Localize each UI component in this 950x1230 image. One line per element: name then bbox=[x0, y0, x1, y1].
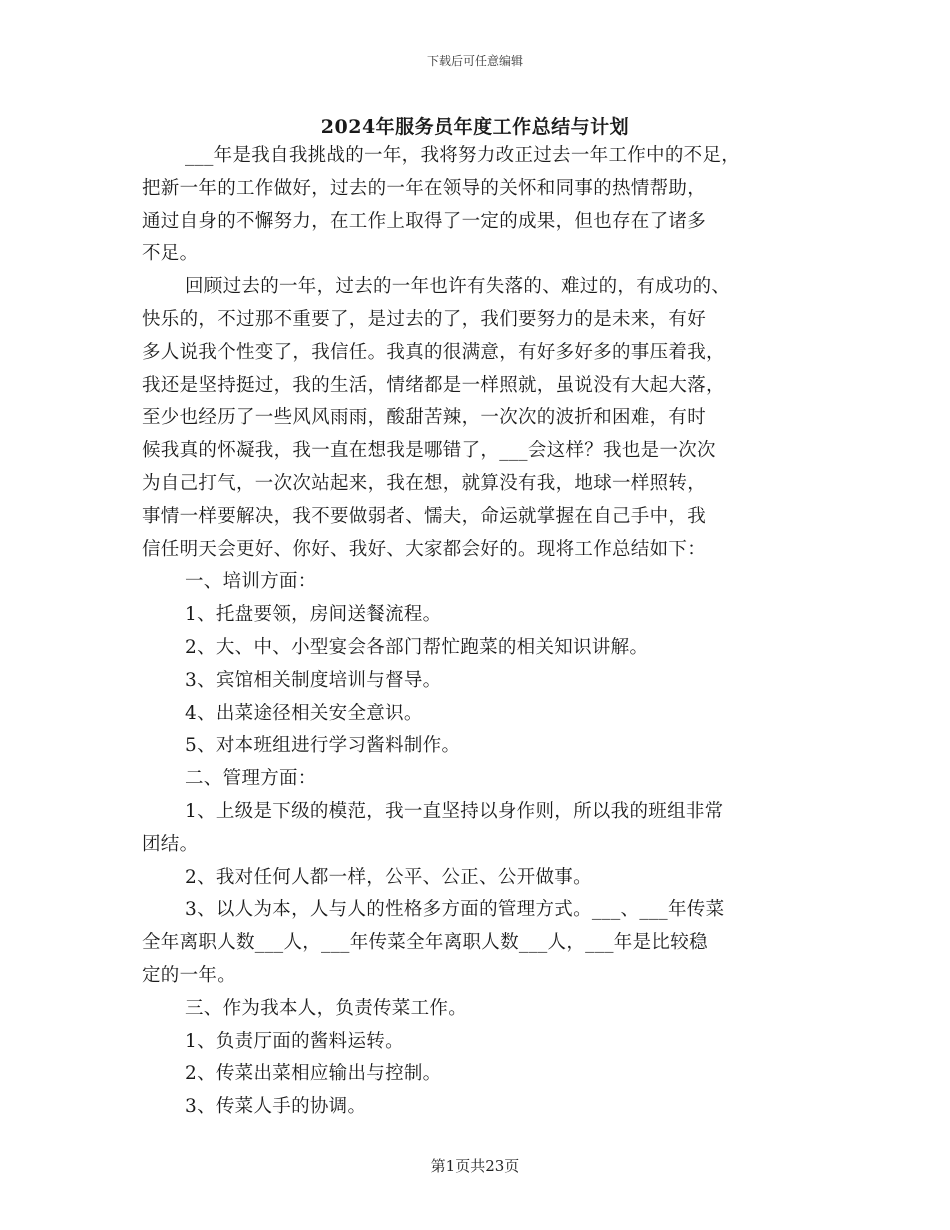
page-footer: 第1页共23页 bbox=[430, 1157, 520, 1175]
body-line: 信任明天会更好、你好、我好、大家都会好的。现将工作总结如下： bbox=[142, 538, 707, 560]
body-line: 1、上级是下级的模范，我一直坚持以身作则，所以我的班组非常 bbox=[185, 800, 724, 822]
body-line: 1、负责厅面的酱料运转。 bbox=[185, 1030, 404, 1052]
document-title: 2024年服务员年度工作总结与计划 bbox=[320, 116, 630, 138]
body-line: 全年离职人数___人，___年传菜全年离职人数___人，___年是比较稳 bbox=[142, 932, 708, 954]
body-line: 3、以人为本，人与人的性格多方面的管理方式。___、___年传菜 bbox=[185, 899, 725, 921]
body-line: 为自己打气，一次次站起来，我在想，就算没有我，地球一样照转， bbox=[142, 472, 707, 494]
body-line: 1、托盘要领，房间送餐流程。 bbox=[185, 604, 442, 626]
body-line: 不足。 bbox=[142, 243, 199, 265]
document-body bbox=[142, 140, 814, 1124]
body-line: 我还是坚持挺过，我的生活，情绪都是一样照就，虽说没有大起大落， bbox=[142, 374, 725, 396]
body-line: 5、对本班组进行学习酱料制作。 bbox=[185, 735, 461, 757]
body-line: 2、传菜出菜相应输出与控制。 bbox=[185, 1063, 442, 1085]
body-line: 快乐的，不过那不重要了，是过去的了，我们要努力的是未来，有好 bbox=[142, 308, 707, 330]
body-line: 团结。 bbox=[142, 833, 199, 855]
body-line: 4、出菜途径相关安全意识。 bbox=[185, 702, 423, 724]
body-line: 事情一样要解决，我不要做弱者、懦夫，命运就掌握在自己手中，我 bbox=[142, 505, 707, 527]
header-note: 下载后可任意编辑 bbox=[426, 54, 523, 68]
body-line: 候我真的怀凝我，我一直在想我是哪错了，___会这样？我也是一次次 bbox=[142, 440, 716, 462]
body-line: 3、传菜人手的协调。 bbox=[185, 1096, 367, 1118]
body-line: 回顾过去的一年，过去的一年也许有失落的、难过的，有成功的、 bbox=[185, 276, 731, 298]
body-line: 2、大、中、小型宴会各部门帮忙跑菜的相关知识讲解。 bbox=[185, 636, 649, 658]
body-line: 至少也经历了一些风风雨雨，酸甜苦辣，一次次的波折和困难，有时 bbox=[142, 407, 707, 429]
body-line: 三、作为我本人，负责传菜工作。 bbox=[185, 997, 468, 1019]
body-line: 3、宾馆相关制度培训与督导。 bbox=[185, 669, 442, 691]
body-line: 通过自身的不懈努力，在工作上取得了一定的成果，但也存在了诸多 bbox=[142, 210, 707, 232]
body-line: 2、我对任何人都一样，公平、公正、公开做事。 bbox=[185, 866, 592, 888]
body-line: ___年是我自我挑战的一年，我将努力改正过去一年工作中的不足， bbox=[185, 145, 741, 166]
body-line: 定的一年。 bbox=[142, 964, 237, 986]
body-line: 多人说我个性变了，我信任。我真的很满意，有好多好多的事压着我， bbox=[142, 341, 725, 363]
body-line: 把新一年的工作做好，过去的一年在领导的关怀和同事的热情帮助， bbox=[142, 177, 707, 199]
body-line: 一、培训方面： bbox=[185, 571, 317, 593]
body-line: 二、管理方面： bbox=[185, 768, 317, 790]
